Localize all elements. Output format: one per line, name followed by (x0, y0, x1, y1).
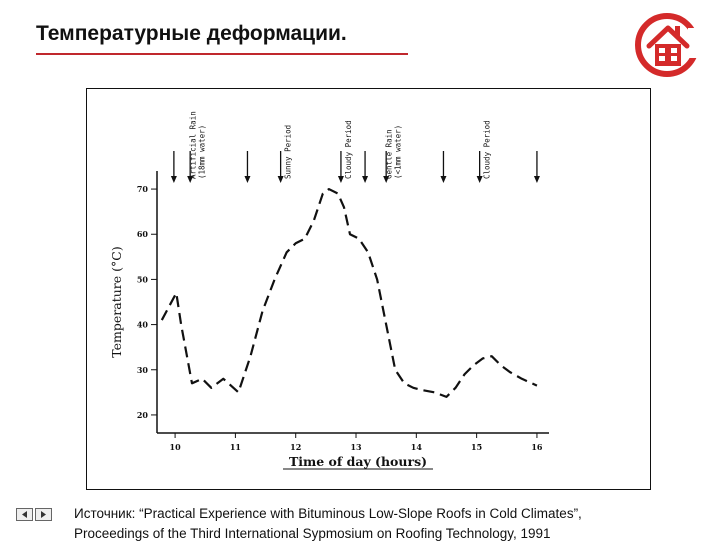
x-tick-label: 13 (350, 442, 362, 452)
temperature-chart (87, 89, 650, 489)
y-tick-label: 40 (136, 319, 148, 330)
temperature-series-line (162, 189, 537, 397)
triangle-left-icon (20, 510, 29, 519)
x-tick-label: 15 (471, 442, 483, 452)
previous-slide-button[interactable] (16, 508, 33, 521)
event-arrow-head (362, 176, 368, 183)
house-logo-icon (630, 8, 704, 82)
chart-figure (86, 88, 651, 490)
y-tick-label: 70 (136, 184, 148, 195)
y-tick-label: 20 (136, 409, 148, 420)
y-tick-label: 60 (136, 229, 148, 240)
event-annotation-label: Cloudy Period (482, 120, 492, 179)
slide-navigation (16, 508, 52, 521)
x-tick-label: 14 (410, 442, 422, 452)
source-line-1: Источник: “Practical Experience with Bituminous Low-Slope Roofs in Cold Climates”, (74, 506, 582, 521)
y-tick-label: 30 (136, 364, 148, 375)
event-arrow-head (244, 176, 250, 183)
event-arrow-head (534, 176, 540, 183)
x-tick-label: 11 (229, 442, 241, 452)
y-axis-label: Temperature (°C) (109, 246, 124, 358)
y-tick-label: 50 (136, 274, 148, 285)
event-annotation-label: Sunny Period (283, 124, 293, 179)
event-arrow-head (171, 176, 177, 183)
event-annotation-label: Artificial Rain (188, 111, 198, 179)
x-axis-label: Time of day (hours) (288, 454, 428, 469)
x-tick-label: 10 (169, 442, 181, 452)
next-slide-button[interactable] (35, 508, 52, 521)
event-annotation-label: (<1mm water) (393, 124, 403, 179)
x-tick-label: 12 (290, 442, 302, 452)
event-annotation-label: (18mm water) (197, 124, 207, 179)
source-line-2: Proceedings of the Third International Sypmosium on Roofing Technology, 1991 (74, 526, 551, 541)
title-underline (36, 53, 408, 55)
triangle-right-icon (39, 510, 48, 519)
event-arrow-head (440, 176, 446, 183)
slide-title: Температурные деформации. (36, 22, 347, 45)
event-annotation-label: Gentle Rain (384, 129, 394, 179)
source-citation (74, 504, 714, 544)
event-annotation-label: Cloudy Period (343, 120, 353, 179)
x-tick-label: 16 (531, 442, 543, 452)
